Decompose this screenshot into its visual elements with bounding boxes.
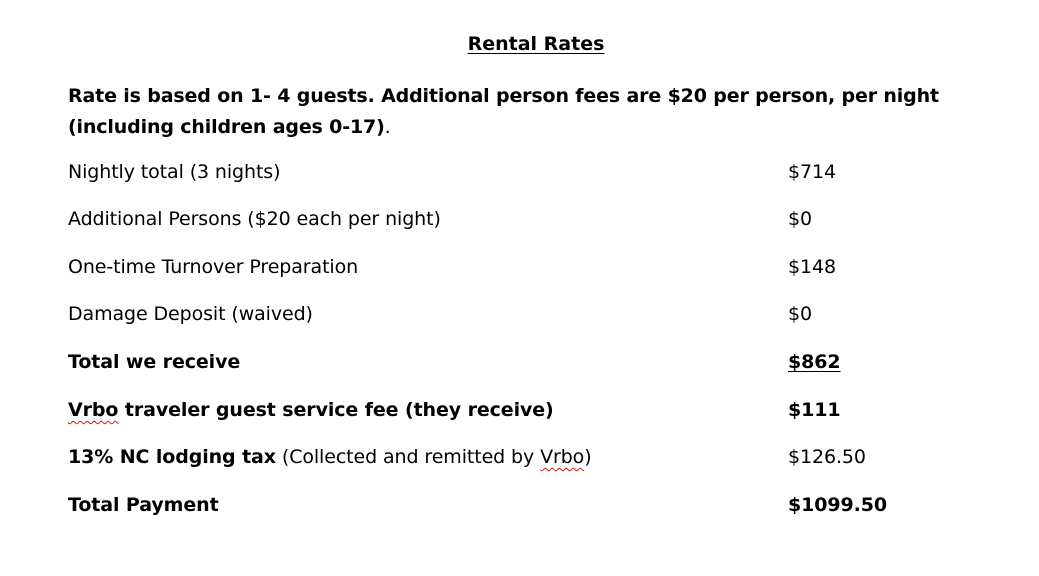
rate-label — [68, 396, 554, 424]
page-title: Rental Rates — [467, 33, 605, 55]
rate-row-lodging-tax — [68, 443, 968, 471]
spellcheck-word: Vrbo — [68, 399, 119, 421]
rate-note — [68, 81, 998, 143]
rate-value: $148 — [788, 256, 836, 278]
rate-label: Nightly total (3 nights) — [68, 161, 281, 183]
rate-row-service-fee — [68, 396, 968, 424]
rate-label-text: traveler guest service fee (they receive) — [118, 399, 554, 421]
spellcheck-word: Vrbo — [540, 446, 585, 468]
rate-row-damage-deposit — [68, 300, 968, 328]
rate-label-text: 13% NC lodging tax — [68, 446, 276, 468]
rate-label: Damage Deposit (waived) — [68, 303, 313, 325]
rate-value: $0 — [788, 208, 812, 230]
rate-note-text: Rate is based on 1- 4 guests. Additional person fees are $20 per person, per night (including children ages 0-17) — [68, 85, 939, 138]
rate-value: $1099.50 — [788, 494, 887, 516]
rate-value: $714 — [788, 161, 836, 183]
rate-row-nightly-total — [68, 158, 968, 186]
rate-row-total-payment — [68, 491, 968, 519]
rate-label — [68, 443, 592, 471]
rate-label: Additional Persons ($20 each per night) — [68, 208, 441, 230]
rate-label-note: (Collected and remitted by — [275, 446, 541, 468]
rate-row-total-we-receive — [68, 348, 968, 376]
rate-row-additional-persons — [68, 205, 968, 233]
rate-value: $126.50 — [788, 446, 866, 468]
rate-label: Total we receive — [68, 351, 241, 373]
rate-value: $0 — [788, 303, 812, 325]
rate-label: Total Payment — [68, 494, 219, 516]
rate-label: One-time Turnover Preparation — [68, 256, 359, 278]
rate-value: $862 — [788, 351, 841, 373]
rate-row-turnover-preparation — [68, 253, 968, 281]
rate-label-close: ) — [584, 446, 592, 468]
rate-value: $111 — [788, 399, 841, 421]
rate-note-period: . — [384, 116, 391, 138]
